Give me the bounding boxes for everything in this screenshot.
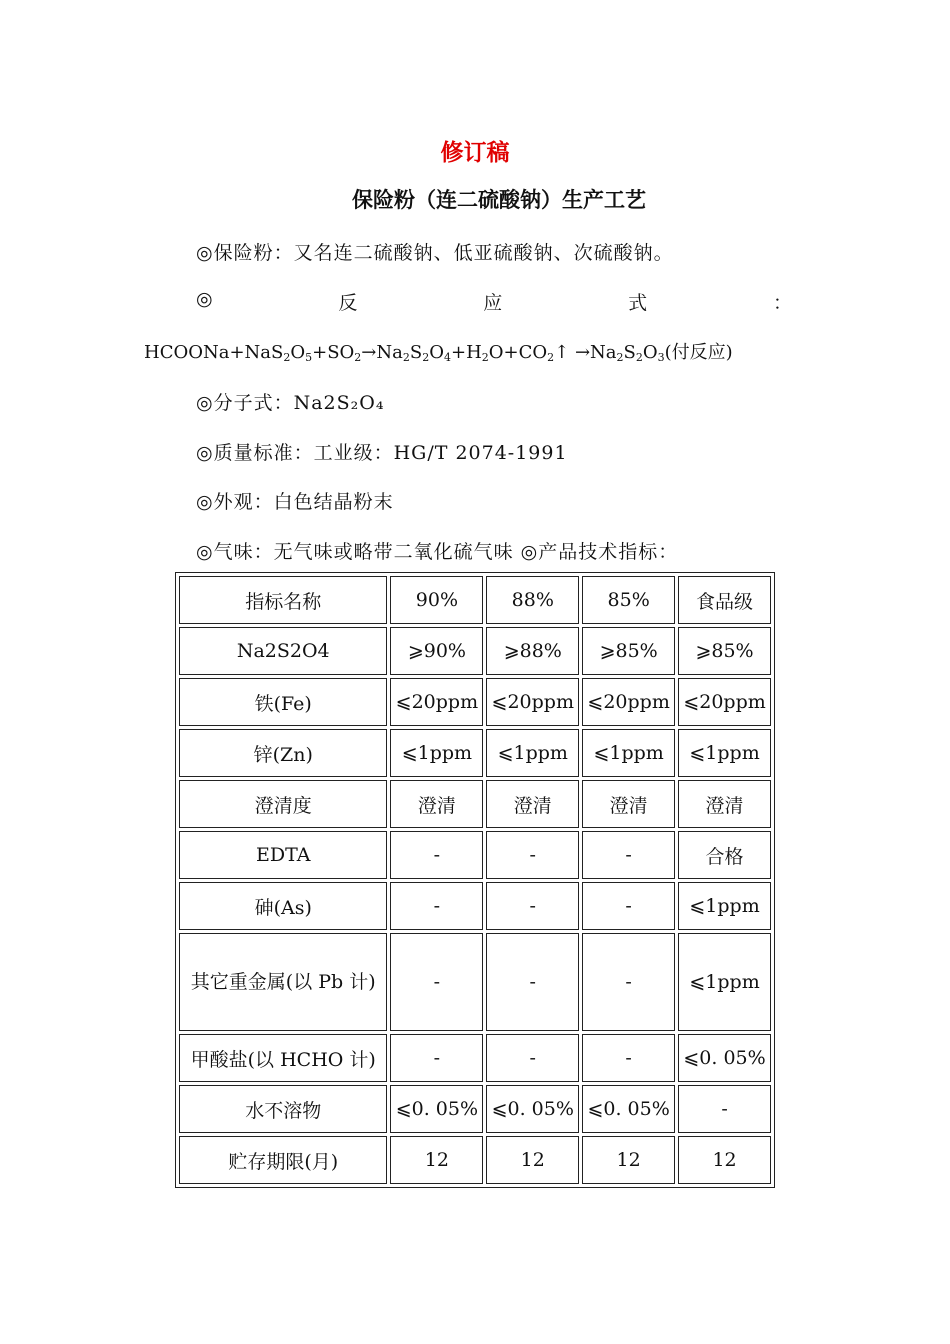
table-cell: - [486, 831, 579, 879]
equation-text: S [409, 342, 423, 363]
table-cell: EDTA [179, 831, 387, 879]
table-row [179, 882, 771, 930]
header-cell: 90% [390, 576, 483, 624]
equation-text: O+CO [488, 342, 548, 363]
table-cell: 澄清 [678, 780, 771, 828]
table-cell: - [486, 933, 579, 1031]
table-cell: ⩽20ppm [678, 678, 771, 726]
table-cell: ⩾85% [678, 627, 771, 675]
table-cell: - [390, 933, 483, 1031]
header-cell: 85% [582, 576, 675, 624]
equation-text: ↑ →Na [554, 342, 617, 363]
table-cell: ⩽0. 05% [390, 1085, 483, 1133]
table-row [179, 780, 771, 828]
table-cell: 12 [582, 1136, 675, 1184]
equation-text: S [623, 342, 636, 363]
revision-watermark: 修订稿 [440, 140, 510, 166]
table-cell: ⩽20ppm [390, 678, 483, 726]
table-cell: ⩽1ppm [678, 882, 771, 930]
equation-subscript: 2 [547, 351, 555, 364]
table-cell: - [486, 1034, 579, 1082]
table-cell: ⩽0. 05% [582, 1085, 675, 1133]
table-row [179, 627, 771, 675]
equation-text: O [290, 342, 306, 363]
table-cell: - [582, 882, 675, 930]
document-title: 保险粉（连二硫酸钠）生产工艺 [352, 188, 646, 212]
table-cell: - [390, 831, 483, 879]
appearance-line: ◎外观：白色结晶粉末 [196, 491, 394, 513]
table-cell: ⩾85% [582, 627, 675, 675]
table-cell: 锌(Zn) [179, 729, 387, 777]
equation-subscript: 2 [422, 351, 430, 364]
equation-text: +H [450, 342, 482, 363]
table-cell: ⩽1ppm [678, 933, 771, 1031]
table-cell: 贮存期限(月) [179, 1136, 387, 1184]
table-cell: - [582, 831, 675, 879]
equation-subscript: 2 [402, 351, 410, 364]
table-cell: 甲酸盐(以 HCHO 计) [179, 1034, 387, 1082]
table-cell: 砷(As) [179, 882, 387, 930]
equation-subscript: 5 [305, 351, 313, 364]
table-cell: 铁(Fe) [179, 678, 387, 726]
table-cell: 澄清 [582, 780, 675, 828]
table-cell: - [390, 1034, 483, 1082]
reaction-heading-char: 式 [628, 292, 648, 314]
table-cell: - [582, 933, 675, 1031]
equation-text: HCOONa+NaS [144, 342, 284, 363]
table-cell: 其它重金属(以 Pb 计) [179, 933, 387, 1031]
table-header-row [179, 576, 771, 624]
table-row [179, 933, 771, 1031]
table-cell: 澄清度 [179, 780, 387, 828]
odor-specs-line: ◎气味：无气味或略带二氧化硫气味 ◎产品技术指标： [196, 541, 679, 563]
equation-text: O [429, 342, 444, 363]
table-cell: ⩽1ppm [582, 729, 675, 777]
table-cell: 12 [678, 1136, 771, 1184]
reaction-heading-colon: ： [772, 292, 792, 314]
equation-text: (付反应) [664, 342, 733, 363]
table-cell: 12 [486, 1136, 579, 1184]
table-cell: 合格 [678, 831, 771, 879]
header-cell: 88% [486, 576, 579, 624]
reaction-heading-char: 反 [338, 292, 358, 314]
table-cell: ⩽0. 05% [486, 1085, 579, 1133]
alias-line: ◎保险粉：又名连二硫酸钠、低亚硫酸钠、次硫酸钠。 [196, 242, 674, 264]
equation-subscript: 4 [443, 351, 451, 364]
table-cell: 水不溶物 [179, 1085, 387, 1133]
equation-text: O [642, 342, 658, 363]
table-cell: ⩽0. 05% [678, 1034, 771, 1082]
reaction-equation [144, 338, 733, 364]
table-row [179, 1085, 771, 1133]
table-row [179, 831, 771, 879]
table-cell: 澄清 [390, 780, 483, 828]
table-cell: 12 [390, 1136, 483, 1184]
table-cell: ⩽20ppm [486, 678, 579, 726]
table-cell: ⩾90% [390, 627, 483, 675]
table-cell: ⩽20ppm [582, 678, 675, 726]
bullet-glyph: ◎ [196, 288, 213, 310]
table-cell: - [390, 882, 483, 930]
specification-table [175, 572, 775, 1188]
reaction-heading [196, 288, 792, 315]
equation-text: +SO [312, 342, 355, 363]
molecular-formula-line: ◎分子式：Na2S₂O₄ [196, 392, 385, 414]
table-cell: Na2S2O4 [179, 627, 387, 675]
table-cell: - [678, 1085, 771, 1133]
equation-subscript: 2 [481, 351, 489, 364]
header-cell: 食品级 [678, 576, 771, 624]
header-cell: 指标名称 [179, 576, 387, 624]
table-cell: 澄清 [486, 780, 579, 828]
table-row [179, 729, 771, 777]
table-cell: ⩽1ppm [486, 729, 579, 777]
table-cell: ⩽1ppm [390, 729, 483, 777]
table-cell: ⩽1ppm [678, 729, 771, 777]
equation-subscript: 2 [283, 351, 291, 364]
equation-subscript: 3 [657, 351, 665, 364]
equation-subscript: 2 [354, 351, 362, 364]
table-row [179, 1034, 771, 1082]
table-cell: ⩾88% [486, 627, 579, 675]
equation-subscript: 2 [635, 351, 643, 364]
quality-standard-line: ◎质量标准：工业级：HG/T 2074-1991 [196, 442, 568, 464]
equation-text: →Na [361, 342, 403, 363]
table-row [179, 1136, 771, 1184]
reaction-heading-char: 应 [483, 292, 503, 314]
table-row [179, 678, 771, 726]
equation-subscript: 2 [616, 351, 624, 364]
table-cell: - [486, 882, 579, 930]
table-cell: - [582, 1034, 675, 1082]
